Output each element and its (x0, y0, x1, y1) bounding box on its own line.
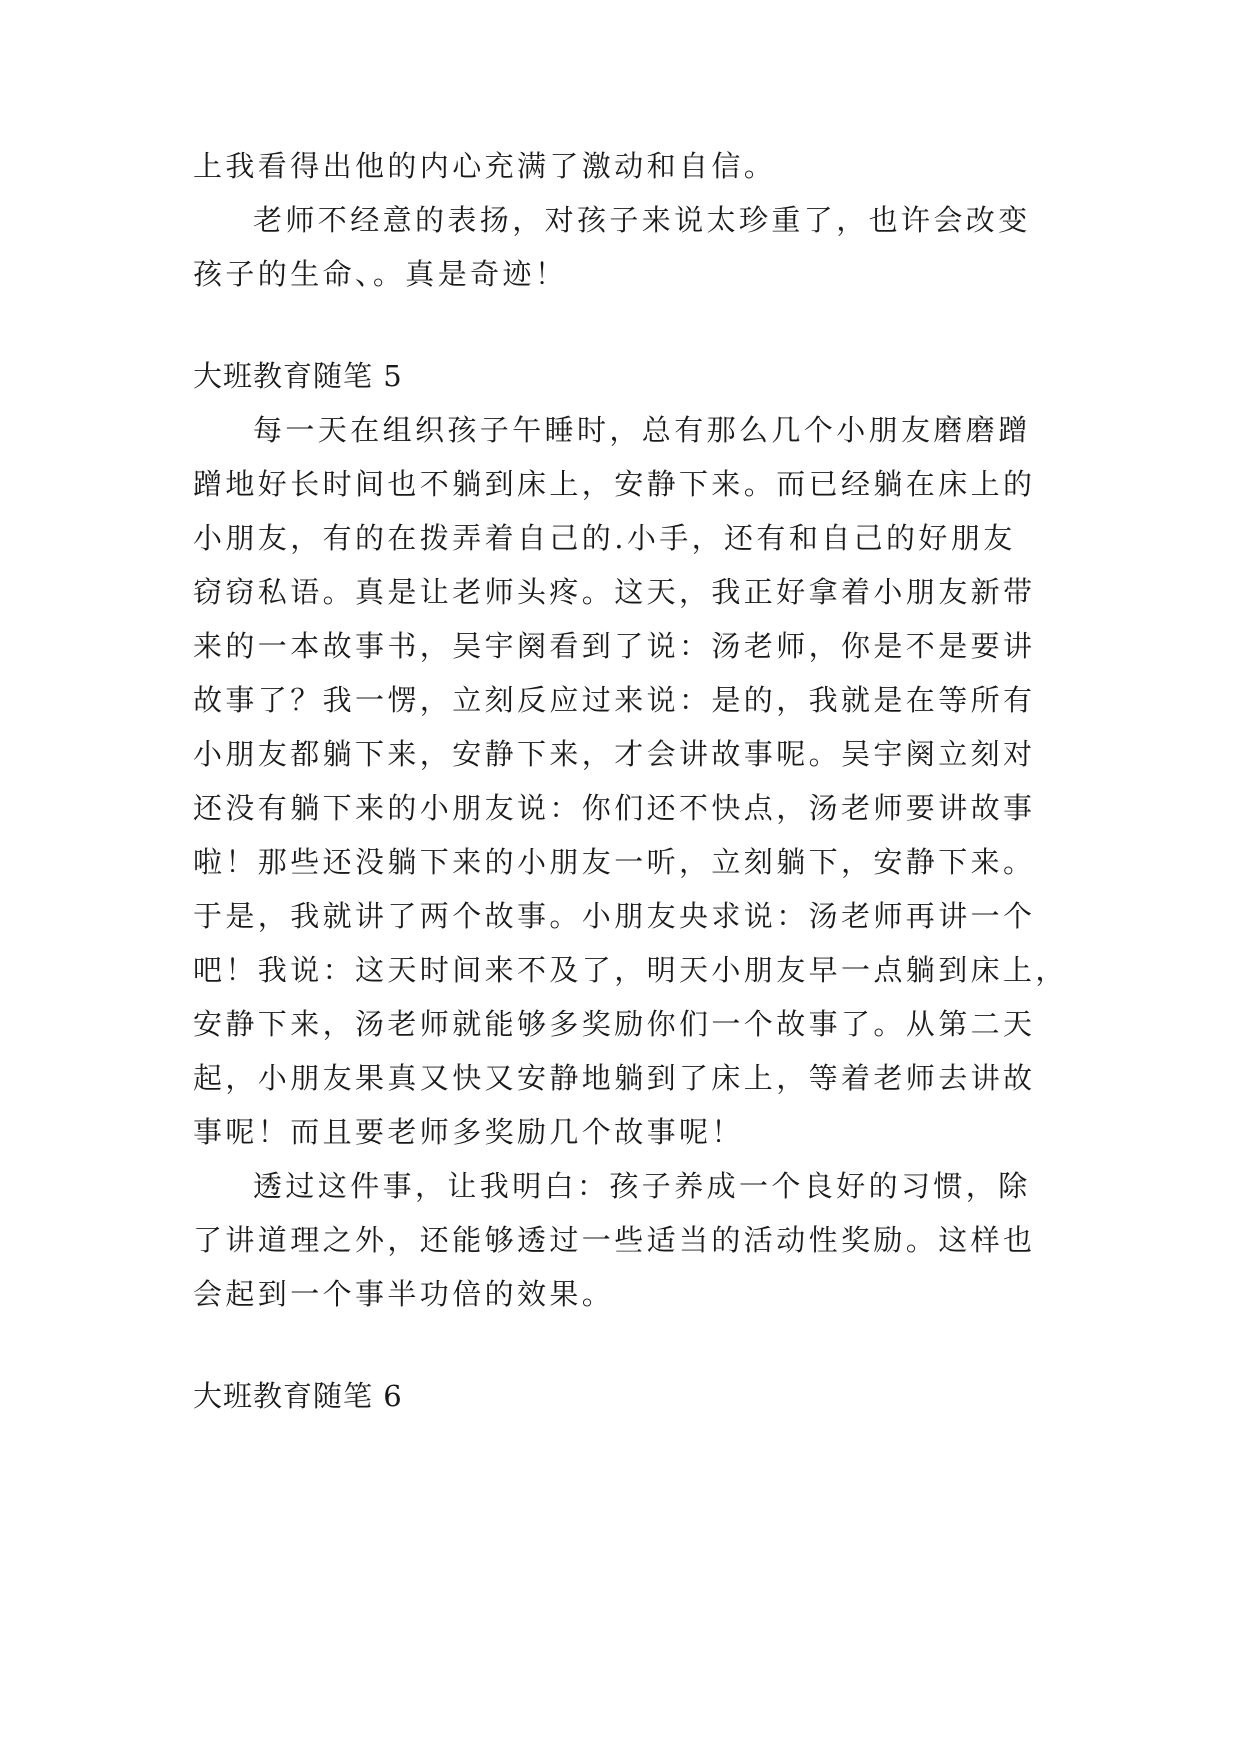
paragraph-line: 来的一本故事书，吴宇阕看到了说：汤老师，你是不是要讲 (193, 629, 1036, 663)
paragraph-line: 啦！那些还没躺下来的小朋友一听，立刻躺下，安静下来。 (193, 845, 1036, 879)
paragraph-line: 透过这件事，让我明白：孩子养成一个良好的习惯，除 (253, 1169, 1031, 1203)
paragraph-line: 上我看得出他的内心充满了激动和自信。 (193, 149, 777, 183)
section-heading: 大班教育随笔 5 (193, 359, 403, 393)
paragraph-line: 事呢！而且要老师多奖励几个故事呢！ (193, 1115, 744, 1149)
paragraph-line: 安静下来，汤老师就能够多奖励你们一个故事了。从第二天 (193, 1007, 1036, 1041)
paragraph-line: 还没有躺下来的小朋友说：你们还不快点，汤老师要讲故事 (193, 791, 1036, 825)
paragraph-line: 于是，我就讲了两个故事。小朋友央求说：汤老师再讲一个 (193, 899, 1036, 933)
paragraph-line: 老师不经意的表扬，对孩子来说太珍重了，也许会改变 (253, 203, 1031, 237)
paragraph-line: 吧！我说：这天时间来不及了，明天小朋友早一点躺到床上， (193, 953, 1068, 987)
paragraph-line: 每一天在组织孩子午睡时，总有那么几个小朋友磨磨蹭 (253, 413, 1031, 447)
section-heading: 大班教育随笔 6 (193, 1379, 403, 1413)
paragraph-line: 会起到一个事半功倍的效果。 (193, 1277, 615, 1311)
paragraph-line: 孩子的生命、。真是奇迹！ (193, 257, 568, 291)
paragraph-line: 了讲道理之外，还能够透过一些适当的活动性奖励。这样也 (193, 1223, 1036, 1257)
paragraph-line: 故事了？我一愣，立刻反应过来说：是的，我就是在等所有 (193, 683, 1036, 717)
paragraph-line: 蹭地好长时间也不躺到床上，安静下来。而已经躺在床上的 (193, 467, 1036, 501)
paragraph-line: 小朋友，有的在拨弄着自己的.小手，还有和自己的好朋友 (193, 521, 1016, 555)
paragraph-line: 小朋友都躺下来，安静下来，才会讲故事呢。吴宇阕立刻对 (193, 737, 1036, 771)
paragraph-line: 起，小朋友果真又快又安静地躺到了床上，等着老师去讲故 (193, 1061, 1036, 1095)
paragraph-line: 窃窃私语。真是让老师头疼。这天，我正好拿着小朋友新带 (193, 575, 1036, 609)
